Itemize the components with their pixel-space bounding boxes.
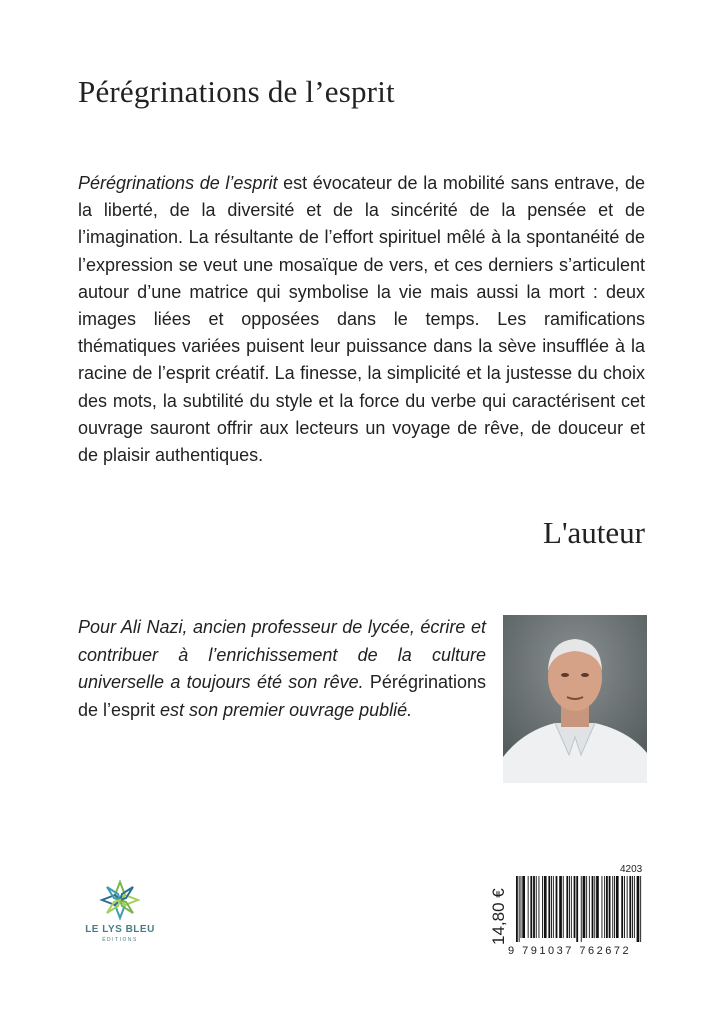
publisher-subtitle: ÉDITIONS <box>102 937 138 943</box>
barcode-bar <box>536 876 537 938</box>
barcode-bar <box>551 876 552 938</box>
author-photo <box>503 615 647 783</box>
barcode-bar <box>533 876 535 938</box>
barcode-bar <box>528 876 529 938</box>
barcode-bar <box>586 876 587 938</box>
price-label: 14,80 € <box>489 888 508 945</box>
barcode-bar <box>602 876 603 938</box>
barcode-bar <box>542 876 543 938</box>
barcode-bar <box>544 876 547 938</box>
barcode-bar <box>606 876 608 938</box>
barcode-bar <box>553 876 554 938</box>
barcode-bar <box>609 876 611 938</box>
barcode-bar <box>583 876 586 938</box>
barcode-bar <box>637 876 640 942</box>
barcode-bar <box>612 876 613 938</box>
barcode-bar <box>589 876 590 938</box>
barcode-bar <box>530 876 532 938</box>
barcode-bar <box>556 876 558 938</box>
barcode-bar <box>594 876 595 938</box>
product-code: 4203 <box>620 864 643 875</box>
barcode-bar <box>581 876 582 942</box>
barcode-bar <box>576 876 578 942</box>
barcode-bar <box>592 876 594 938</box>
barcode-bar <box>516 876 518 942</box>
barcode-bar <box>596 876 599 938</box>
author-bio-part2: Pérégrinations de l’esprit <box>78 672 486 720</box>
barcode-bar <box>624 876 625 938</box>
author-heading: L'auteur <box>543 515 645 550</box>
barcode-bar <box>574 876 576 938</box>
synopsis-title-italic: Pérégrinations de l’esprit <box>78 173 278 193</box>
barcode-bar <box>614 876 615 938</box>
isbn-digits: 9 791037 762672 <box>508 945 632 957</box>
barcode-bar <box>627 876 628 938</box>
barcode-bar <box>629 876 631 938</box>
barcode-bar <box>548 876 550 938</box>
barcode-bar <box>571 876 572 938</box>
barcode-bar <box>539 876 540 938</box>
author-bio <box>78 614 486 724</box>
barcode-bar <box>521 876 522 938</box>
barcode-bar <box>621 876 623 938</box>
synopsis-text: est évocateur de la mobilité sans entrave, de la liberté, de la diversité et de la sincérité de la pensée et de l’imagination. La résultante de l’effort spirituel mêlé à la spontanéité de l’expression se veut une mosaïque de vers, et ces derniers s’articulent autour d’une matrice qui symbolise la vie mais aussi la mort : deux images liées et opposées dans le temps. Les ramifications thématiques variées puisent leur puissance dans la sève insufflée à la racine de l’esprit créatif. La finesse, la simplicité et la justesse du choix des mots, la subtilité du style et la force du verbe qui caractérisent cet ouvrage sauront offrir aux lecteurs un voyage de rêve, de douceur et de plaisir authentiques. <box>78 173 645 466</box>
barcode-bar <box>634 876 635 938</box>
barcode-bar <box>522 876 525 938</box>
synopsis <box>78 170 645 469</box>
barcode-image <box>514 876 644 942</box>
author-bio-part1: Pour Ali Nazi, ancien professeur de lycée, écrire et contribuer à l’enrichissement de la culture universelle a toujours été son rêve. <box>78 617 486 692</box>
barcode-bar <box>566 876 568 938</box>
barcode-bar <box>632 876 633 938</box>
barcode-bar <box>569 876 570 938</box>
publisher-name: LE LYS BLEU <box>85 924 155 935</box>
barcode-bar <box>604 876 605 938</box>
barcode-bar <box>640 876 641 942</box>
author-portrait-image <box>503 615 647 783</box>
author-bio-part3: est son premier ouvrage publié. <box>160 699 413 720</box>
barcode-bar <box>519 876 520 942</box>
book-title: Pérégrinations de l’esprit <box>78 74 395 109</box>
barcode-bar <box>616 876 619 938</box>
barcode-bar <box>559 876 562 938</box>
barcode-bar <box>563 876 564 938</box>
